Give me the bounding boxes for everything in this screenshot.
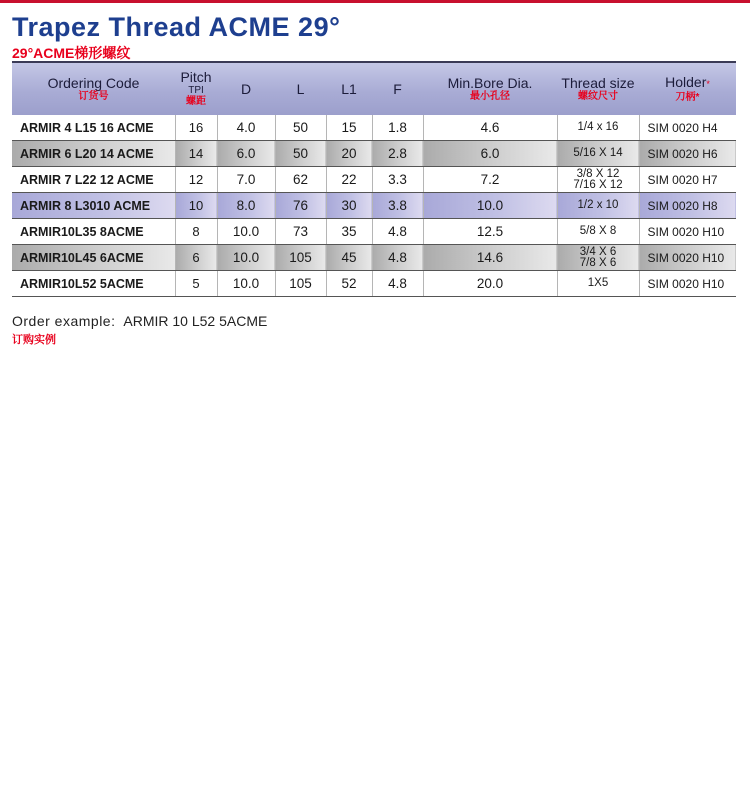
- cell-thread-size: 1X5: [557, 271, 639, 297]
- cell-f: 4.8: [372, 245, 423, 271]
- cell-f: 3.8: [372, 193, 423, 219]
- cell-l: 105: [275, 245, 326, 271]
- cell-ordering-code: ARMIR 8 L3010 ACME: [12, 193, 175, 219]
- cell-l1: 15: [326, 115, 372, 141]
- cell-l: 50: [275, 141, 326, 167]
- page-subtitle: 29°ACME梯形螺纹: [12, 45, 131, 61]
- col-header-d: D: [217, 62, 275, 115]
- cell-min-bore: 4.6: [423, 115, 557, 141]
- table-row: [12, 193, 736, 219]
- cell-f: 4.8: [372, 271, 423, 297]
- order-example: [12, 313, 267, 329]
- cell-d: 10.0: [217, 245, 275, 271]
- cell-ordering-code: ARMIR10L35 8ACME: [12, 219, 175, 245]
- cell-ordering-code: ARMIR 4 L15 16 ACME: [12, 115, 175, 141]
- cell-holder: SIM 0020 H8: [639, 193, 736, 219]
- col-header-holder: Holder* 刀柄*: [639, 62, 736, 115]
- cell-thread-size: 3/4 X 6 7/8 X 6: [557, 245, 639, 271]
- cell-min-bore: 7.2: [423, 167, 557, 193]
- col-header-ordering-code: Ordering Code 订货号: [12, 62, 175, 115]
- cell-l: 105: [275, 271, 326, 297]
- top-rule: [0, 0, 750, 3]
- cell-l1: 35: [326, 219, 372, 245]
- col-header-l1: L1: [326, 62, 372, 115]
- cell-l: 73: [275, 219, 326, 245]
- cell-thread-size: 1/4 x 16: [557, 115, 639, 141]
- cell-pitch: 14: [175, 141, 217, 167]
- cell-min-bore: 6.0: [423, 141, 557, 167]
- cell-min-bore: 20.0: [423, 271, 557, 297]
- cell-l1: 22: [326, 167, 372, 193]
- cell-f: 3.3: [372, 167, 423, 193]
- cell-d: 4.0: [217, 115, 275, 141]
- cell-thread-size: 5/16 X 14: [557, 141, 639, 167]
- cell-pitch: 12: [175, 167, 217, 193]
- cell-l1: 45: [326, 245, 372, 271]
- cell-holder: SIM 0020 H10: [639, 271, 736, 297]
- cell-l1: 52: [326, 271, 372, 297]
- cell-f: 1.8: [372, 115, 423, 141]
- cell-ordering-code: ARMIR 6 L20 14 ACME: [12, 141, 175, 167]
- table-row: [12, 115, 736, 141]
- cell-d: 6.0: [217, 141, 275, 167]
- cell-d: 10.0: [217, 271, 275, 297]
- cell-pitch: 8: [175, 219, 217, 245]
- table-row: [12, 271, 736, 297]
- cell-pitch: 5: [175, 271, 217, 297]
- cell-holder: SIM 0020 H6: [639, 141, 736, 167]
- order-example-label: Order example:: [12, 313, 116, 329]
- col-header-min-bore: Min.Bore Dia. 最小孔径: [423, 62, 557, 115]
- cell-holder: SIM 0020 H10: [639, 245, 736, 271]
- cell-f: 4.8: [372, 219, 423, 245]
- table-header-row: [12, 62, 736, 115]
- cell-l: 62: [275, 167, 326, 193]
- order-example-value: ARMIR 10 L52 5ACME: [123, 313, 268, 329]
- cell-d: 7.0: [217, 167, 275, 193]
- cell-holder: SIM 0020 H7: [639, 167, 736, 193]
- cell-min-bore: 10.0: [423, 193, 557, 219]
- col-header-l: L: [275, 62, 326, 115]
- table-row: [12, 245, 736, 271]
- table-row: [12, 167, 736, 193]
- cell-min-bore: 14.6: [423, 245, 557, 271]
- cell-pitch: 6: [175, 245, 217, 271]
- cell-ordering-code: ARMIR10L45 6ACME: [12, 245, 175, 271]
- cell-l: 76: [275, 193, 326, 219]
- cell-l1: 20: [326, 141, 372, 167]
- col-header-f: F: [372, 62, 423, 115]
- cell-min-bore: 12.5: [423, 219, 557, 245]
- table-row: [12, 141, 736, 167]
- cell-l: 50: [275, 115, 326, 141]
- cell-d: 10.0: [217, 219, 275, 245]
- cell-pitch: 10: [175, 193, 217, 219]
- cell-f: 2.8: [372, 141, 423, 167]
- cell-pitch: 16: [175, 115, 217, 141]
- order-example-label-zh: 订购实例: [12, 334, 56, 346]
- cell-holder: SIM 0020 H4: [639, 115, 736, 141]
- cell-ordering-code: ARMIR 7 L22 12 ACME: [12, 167, 175, 193]
- table-row: [12, 219, 736, 245]
- col-header-thread-size: Thread size 螺纹尺寸: [557, 62, 639, 115]
- cell-thread-size: 5/8 X 8: [557, 219, 639, 245]
- cell-l1: 30: [326, 193, 372, 219]
- cell-thread-size: 1/2 x 10: [557, 193, 639, 219]
- cell-thread-size: 3/8 X 12 7/16 X 12: [557, 167, 639, 193]
- cell-d: 8.0: [217, 193, 275, 219]
- col-header-pitch: Pitch TPI 螺距: [175, 62, 217, 115]
- cell-ordering-code: ARMIR10L52 5ACME: [12, 271, 175, 297]
- spec-table: [12, 61, 736, 297]
- cell-holder: SIM 0020 H10: [639, 219, 736, 245]
- page-title: Trapez Thread ACME 29°: [12, 12, 341, 42]
